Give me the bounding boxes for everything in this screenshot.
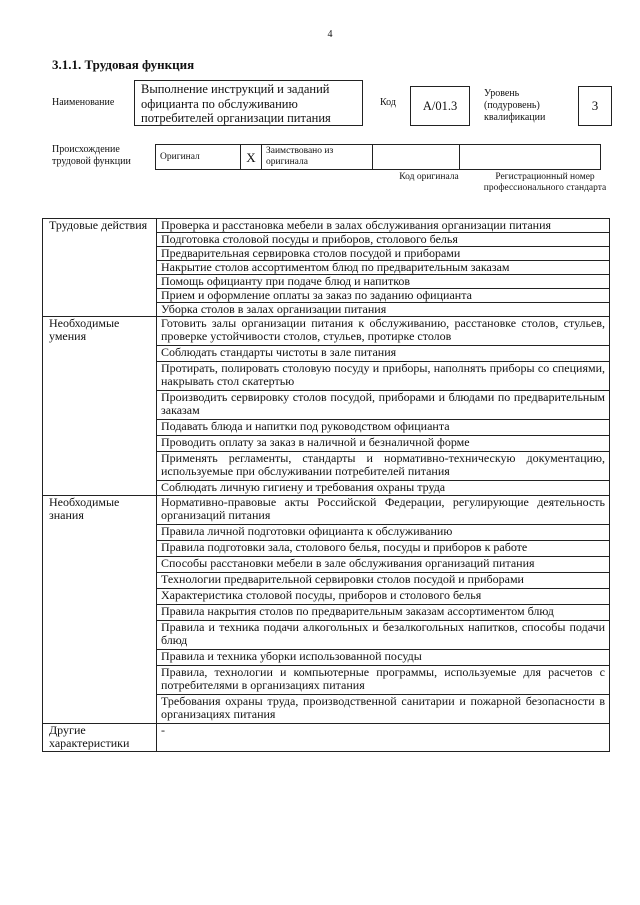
item-cell: Правила и техника уборки использованной посуды xyxy=(157,650,610,666)
original-mark-cell: X xyxy=(241,145,262,170)
item-cell: Помощь официанту при подаче блюд и напитков xyxy=(157,275,610,289)
section-title: 3.1.1. Трудовая функция xyxy=(52,57,195,72)
item-cell: Правила подготовки зала, столового белья, посуды и приборов к работе xyxy=(157,541,610,557)
category-cell: Трудовые действия xyxy=(43,219,157,317)
table-row xyxy=(43,317,610,346)
borrowed-label-cell: Заимствовано из оригинала xyxy=(262,145,373,170)
item-cell: Соблюдать личную гигиену и требования охраны труда xyxy=(157,481,610,496)
page-number: 4 xyxy=(327,29,333,40)
code-original-cell xyxy=(373,145,460,170)
item-cell: Готовить залы организации питания к обслуживанию, расстановке столов, стульев, проверке устойчивости столов, стульев, протирке столов xyxy=(157,317,610,346)
table-row xyxy=(43,496,610,525)
level-value-box: 3 xyxy=(578,86,612,126)
item-cell: Способы расстановки мебели в зале обслуживания организаций питания xyxy=(157,557,610,573)
item-cell: Правила накрытия столов по предварительным заказам ассортиментом блюд xyxy=(157,605,610,621)
table-row xyxy=(43,219,610,233)
item-cell: Правила, технологии и компьютерные программы, используемые для расчетов с потребителями в организациях питания xyxy=(157,666,610,695)
item-cell: Нормативно-правовые акты Российской Федерации, регулирующие деятельность организаций питания xyxy=(157,496,610,525)
item-cell: Применять регламенты, стандарты и нормативно-техническую документацию, используемые при обслуживании потребителей питания xyxy=(157,452,610,481)
item-cell: Предварительная сервировка столов посудой и приборами xyxy=(157,247,610,261)
item-cell: Соблюдать стандарты чистоты в зале питания xyxy=(157,346,610,362)
item-cell: Требования охраны труда, производственной санитарии и пожарной безопасности в организациях питания xyxy=(157,695,610,724)
origin-table xyxy=(155,144,601,170)
level-label: Уровень (подуровень) квалификации xyxy=(484,88,546,123)
item-cell: Уборка столов в залах организации питания xyxy=(157,303,610,317)
item-cell: Прием и оформление оплаты за заказ по заданию официанта xyxy=(157,289,610,303)
item-cell: Правила личной подготовки официанта к обслуживанию xyxy=(157,525,610,541)
category-cell: Другие характеристики xyxy=(43,724,157,752)
reg-number-caption: Регистрационный номер профессионального стандарта xyxy=(483,172,607,193)
reg-number-cell xyxy=(460,145,601,170)
original-label-cell: Оригинал xyxy=(156,145,241,170)
item-cell: Подготовка столовой посуды и приборов, столового белья xyxy=(157,233,610,247)
labor-function-table xyxy=(42,218,610,752)
category-cell: Необходимые умения xyxy=(43,317,157,496)
item-cell: Технологии предварительной сервировки столов посудой и приборами xyxy=(157,573,610,589)
item-cell: Протирать, полировать столовую посуду и приборы, наполнять приборы со специями, накрывать стол скатертью xyxy=(157,362,610,391)
item-cell: Характеристика столовой посуды, приборов и столового белья xyxy=(157,589,610,605)
item-cell: Проверка и расстановка мебели в залах обслуживания организации питания xyxy=(157,219,610,233)
table-row xyxy=(43,724,610,752)
item-cell: - xyxy=(157,724,610,752)
item-cell: Накрытие столов ассортиментом блюд по предварительным заказам xyxy=(157,261,610,275)
item-cell: Производить сервировку столов посудой, приборами и блюдами по предварительным заказам xyxy=(157,391,610,420)
name-label: Наименование xyxy=(52,97,115,108)
item-cell: Проводить оплату за заказ в наличной и безналичной форме xyxy=(157,436,610,452)
code-original-caption: Код оригинала xyxy=(399,172,459,182)
item-cell: Подавать блюда и напитки под руководством официанта xyxy=(157,420,610,436)
function-name-box: Выполнение инструкций и заданий официанта по обслуживанию потребителей организации питания xyxy=(134,80,363,126)
origin-label: Происхождение трудовой функции xyxy=(52,144,131,167)
category-cell: Необходимые знания xyxy=(43,496,157,724)
code-label: Код xyxy=(380,97,396,108)
item-cell: Правила и техника подачи алкогольных и безалкогольных напитков, способы подачи блюд xyxy=(157,621,610,650)
code-value-box: A/01.3 xyxy=(410,86,470,126)
